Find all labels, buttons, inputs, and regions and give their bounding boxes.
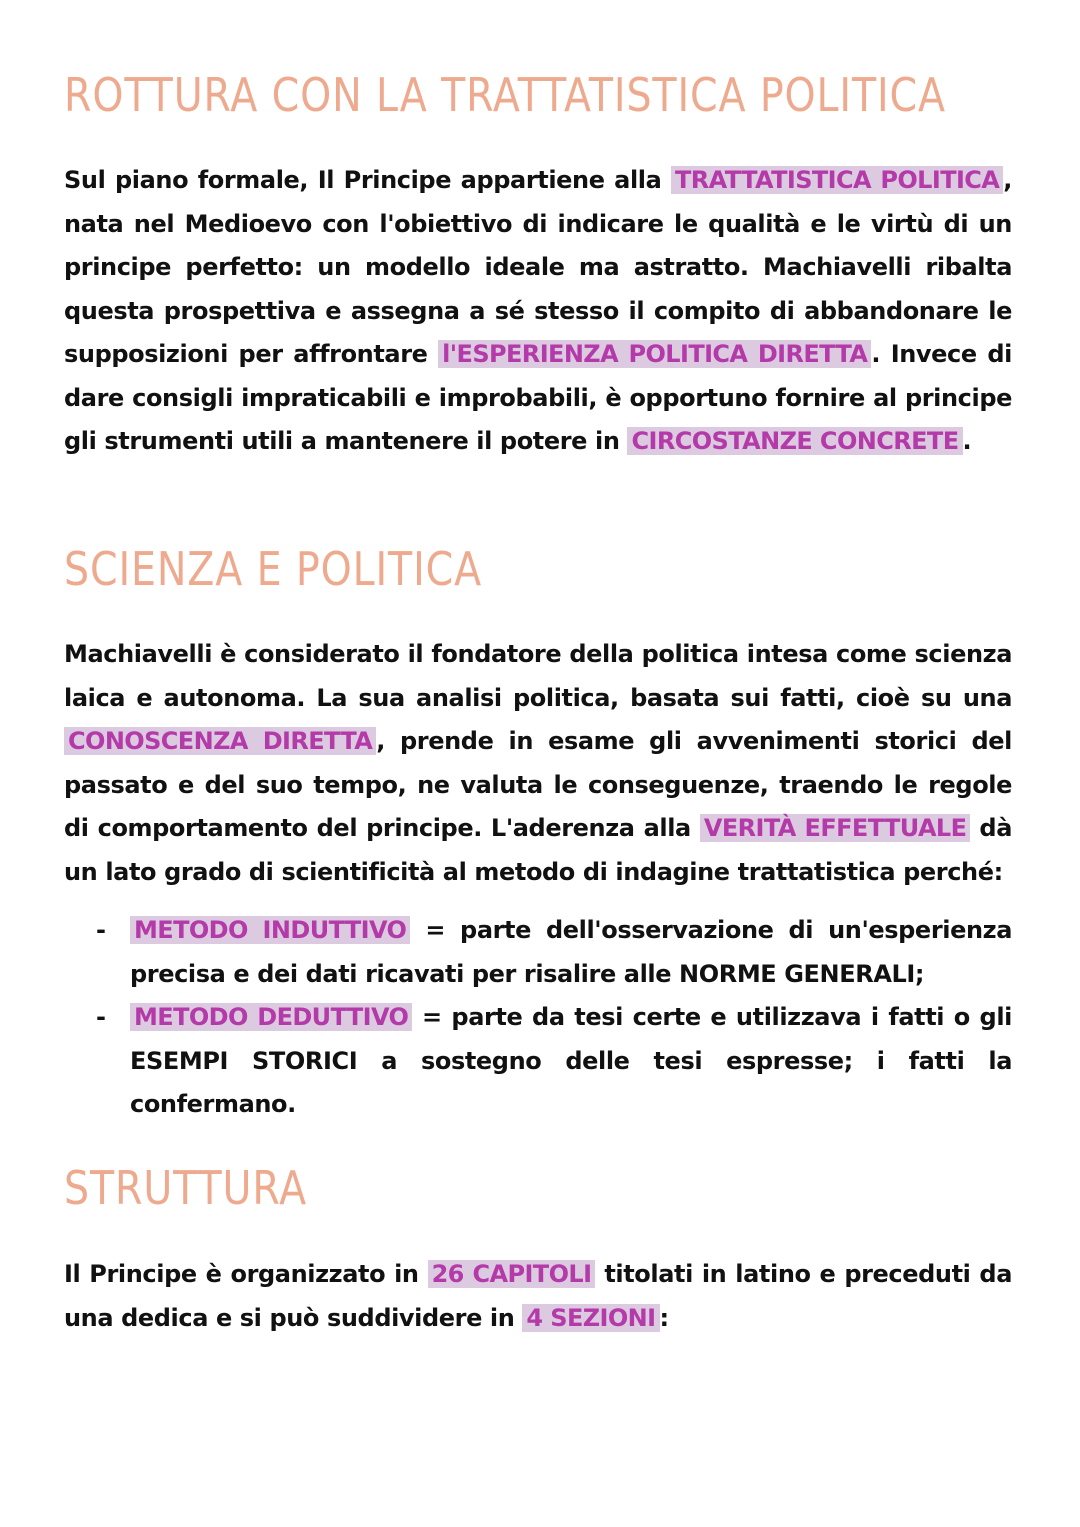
text-segment: . Invece di dare consigli impraticabili e improbabili, è opportuno fornire al principe gli strumenti utili a mantenere il potere in [64, 340, 1012, 455]
dash-bullet: - [96, 916, 106, 944]
paragraph-scienza [64, 633, 1012, 894]
text-segment: , prende in esame gli avvenimenti storici del passato e del suo tempo, ne valuta le conseguenze, traendo le regole di comportamento del principe. L'aderenza alla [64, 727, 1012, 842]
text-segment: Machiavelli è considerato il fondatore della politica intesa come scienza laica e autonoma. La sua analisi politica, basata sui fatti, cioè su una [64, 640, 1012, 712]
text-segment: titolati in latino e preceduti da una dedica e si può suddividere in [64, 1260, 1012, 1332]
section-title-scienza: SCIENZA E POLITICA [64, 542, 483, 596]
text-segment: , nata nel Medioevo con l'obiettivo di indicare le qualità e le virtù di un principe perfetto: un modello ideale ma astratto. Machiavelli ribalta questa prospettiva e assegna a sé stesso il compito di abbandonare le supposizioni per affrontare [64, 166, 1012, 368]
dash-bullet: - [96, 1003, 106, 1031]
section-title-rottura: ROTTURA CON LA TRATTATISTICA POLITICA [64, 68, 946, 122]
text-segment: Sul piano formale, Il Principe appartiene alla [64, 166, 672, 194]
list-item [96, 996, 1012, 1127]
method-list [96, 909, 1012, 1127]
section-title-struttura: STRUTTURA [64, 1161, 308, 1215]
highlight-verita: VERITÀ EFFETTUALE [700, 814, 971, 842]
highlight-circostanze: CIRCOSTANZE CONCRETE [627, 427, 962, 455]
highlight-deduttivo: METODO DEDUTTIVO [130, 1003, 412, 1031]
list-item-text: = parte dell'osservazione di un'esperienza precisa e dei dati ricavati per risalire alle NORME GENERALI; [130, 916, 1013, 988]
text-segment: . [962, 427, 972, 455]
paragraph-struttura [64, 1253, 1012, 1340]
highlight-capitoli: 26 CAPITOLI [428, 1260, 596, 1288]
text-segment: : [659, 1303, 669, 1332]
highlight-conoscenza: CONOSCENZA DIRETTA [64, 727, 376, 755]
highlight-induttivo: METODO INDUTTIVO [130, 916, 410, 944]
highlight-sezioni: 4 SEZIONI [522, 1304, 659, 1332]
text-segment: Il Principe è organizzato in [64, 1260, 428, 1288]
text-segment: dà un lato grado di scientificità al metodo di indagine trattatistica perché: [64, 814, 1013, 886]
highlight-trattatistica: TRATTATISTICA POLITICA [671, 166, 1003, 194]
highlight-esperienza: l'ESPERIENZA POLITICA DIRETTA [438, 340, 871, 368]
list-item [96, 909, 1012, 996]
paragraph-rottura [64, 159, 1012, 464]
list-item-text: = parte da tesi certe e utilizzava i fatti o gli ESEMPI STORICI a sostegno delle tesi espresse; i fatti la confermano. [130, 1003, 1012, 1118]
